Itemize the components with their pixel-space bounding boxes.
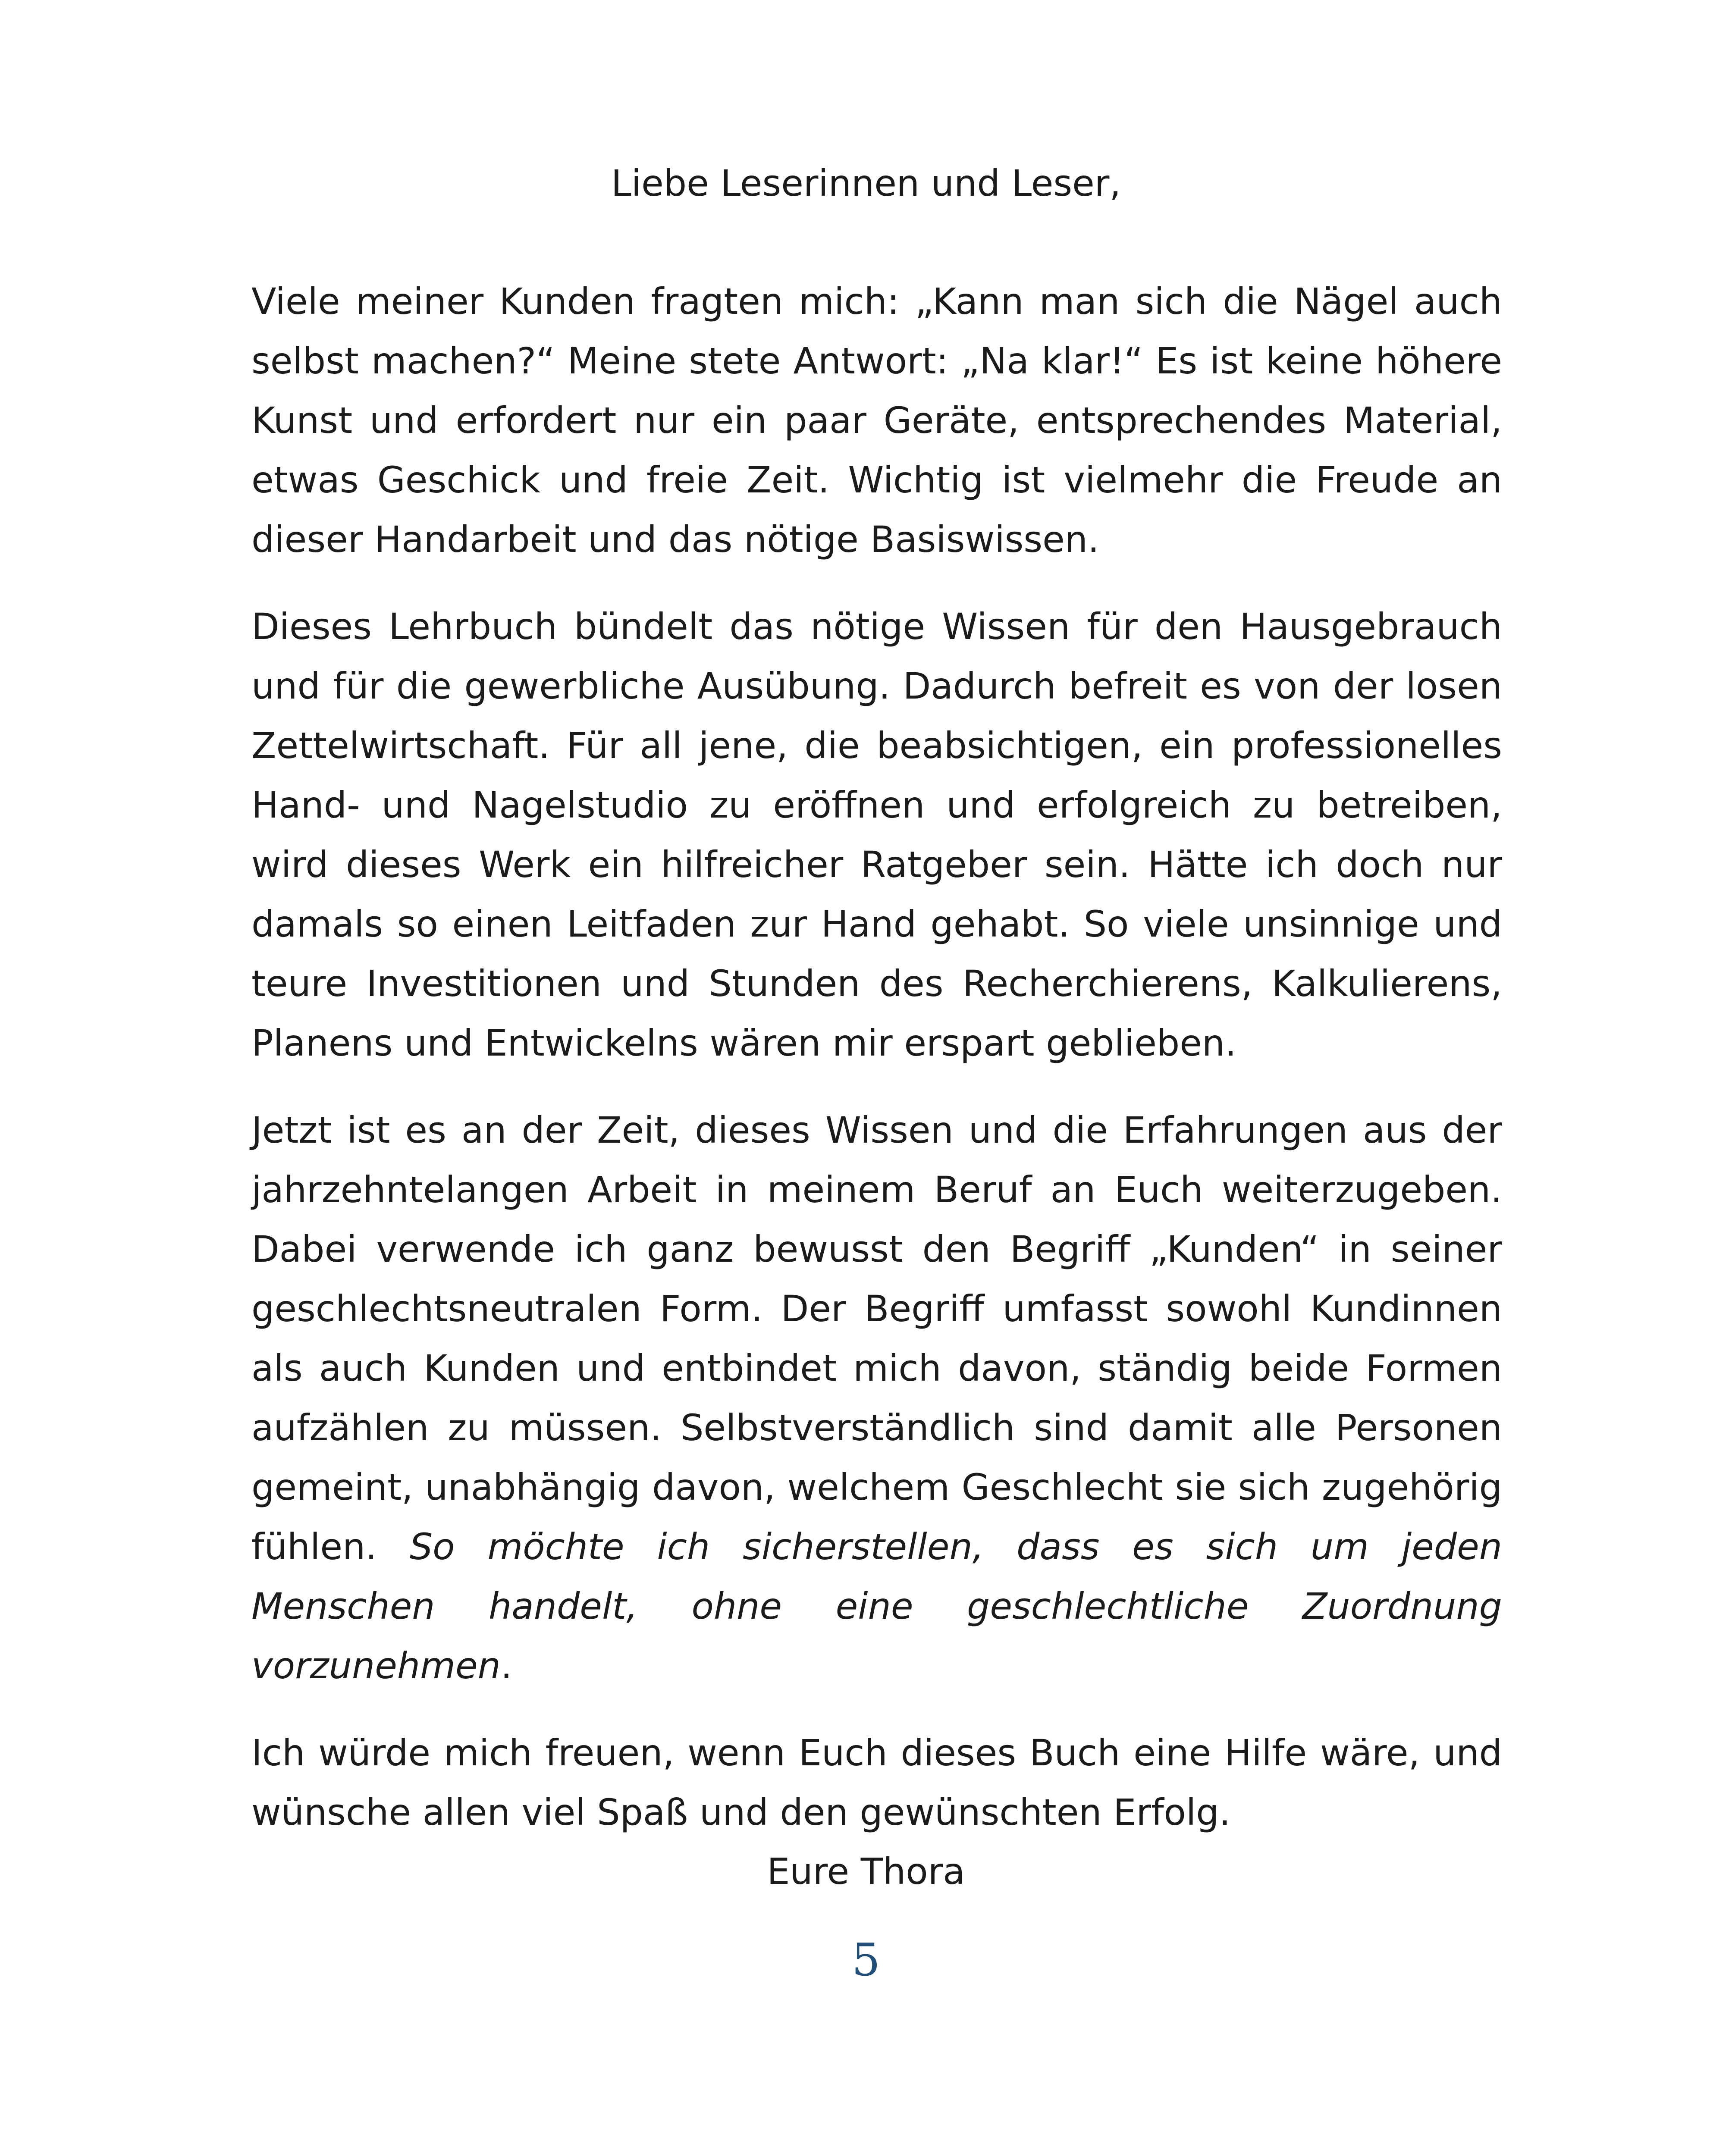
paragraph-1: Viele meiner Kunden fragten mich: „Kann man sich die Nägel auch selbst machen?“ Meine stete Antwort: „Na klar!“ Es ist keine höhere Kunst und erfordert nur ein paar Geräte, entsprechendes Material, etwas Geschick und freie Zeit. Wichtig ist vielmehr die Freude an dieser Handarbeit und das nötige Basiswissen. xyxy=(251,280,1502,561)
paragraph-4: Ich würde mich freuen, wenn Euch dieses Buch eine Hilfe wäre, und wünsche allen viel Spaß und den gewünschten Erfolg. xyxy=(251,1732,1502,1833)
page-number: 5 xyxy=(851,1934,881,1986)
paragraph-3 xyxy=(251,1100,1502,1695)
paragraph-3-main: Jetzt ist es an der Zeit, dieses Wissen und die Erfahrungen aus der jahrzehntelangen Arbeit in meinem Beruf an Euch weiterzugeben. Dabei verwende ich ganz bewusst den Begriff „Kunden“ in seiner geschlechtsneutralen Form. Der Begriff umfasst sowohl Kundinnen als auch Kunden und entbindet mich davon, ständig beide Formen aufzählen zu müssen. Selbstverständlich sind damit alle Personen gemeint, unabhängig davon, welchem Geschlecht sie sich zugehörig fühlen. xyxy=(251,1109,1502,1568)
paragraph-3-end: . xyxy=(500,1645,512,1687)
paragraph-3-italic: So möchte ich sicherstellen, dass es sich um jeden Menschen handelt, ohne eine geschlechtliche Zuordnung vorzunehmen xyxy=(251,1526,1503,1687)
letter-greeting: Liebe Leserinnen und Leser, xyxy=(611,162,1121,204)
paragraph-2: Dieses Lehrbuch bündelt das nötige Wissen für den Hausgebrauch und für die gewerbliche Ausübung. Dadurch befreit es von der losen Zettelwirtschaft. Für all jene, die beabsichtigen, ein professionelles Hand- und Nagelstudio zu eröffnen und erfolgreich zu betreiben, wird dieses Werk ein hilfreicher Ratgeber sein. Hätte ich doch nur damals so einen Leitfaden zur Hand gehabt. So viele unsinnige und teure Investitionen und Stunden des Recherchierens, Kalkulierens, Planens und Entwickelns wären mir erspart geblieben. xyxy=(251,605,1502,1064)
letter-signoff: Eure Thora xyxy=(767,1850,965,1893)
letter-body xyxy=(251,272,1502,1870)
